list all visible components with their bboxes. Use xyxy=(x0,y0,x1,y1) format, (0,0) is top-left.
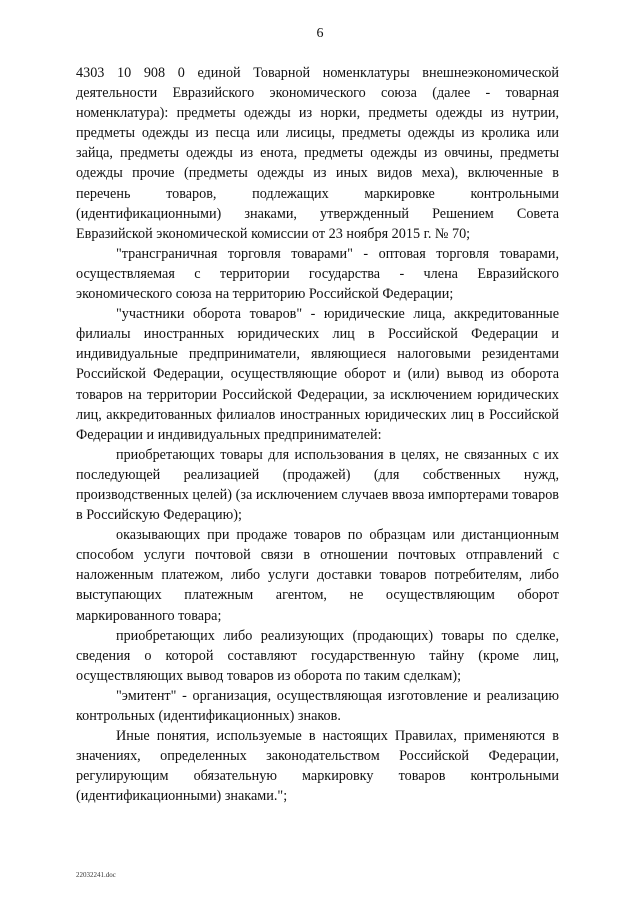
document-body xyxy=(76,63,559,806)
paragraph: 4303 10 908 0 единой Товарной номенклатуры внешнеэкономической деятельности Евразийского экономического союза (далее - товарная номенклатура): предметы одежды из норки, предметы одежды из нутрии, предметы одежды из песца или лисицы, предметы одежды из кролика или зайца, предметы одежды из енота, предметы одежды из овчины, предметы одежды прочие (предметы одежды из иных видов меха), включенные в перечень товаров, подлежащих маркировке контрольными (идентификационными) знаками, утвержденный Решением Совета Евразийской экономической комиссии от 23 ноября 2015 г. № 70; xyxy=(76,65,559,242)
paragraph: приобретающих товары для использования в целях, не связанных с их последующей реализацией (продажей) (для собственных нужд, производственных целей) (за исключением случаев ввоза импортерами товаров в Российскую Федерацию); xyxy=(76,446,559,524)
paragraph: Иные понятия, используемые в настоящих Правилах, применяются в значениях, определенных законодательством Российской Федерации, регулирующим обязательную маркировку товаров контрольными (идентификационными) знаками."; xyxy=(76,728,559,805)
paragraph: оказывающих при продаже товаров по образцам или дистанционным способом услуги почтовой связи в отношении почтовых отправлений с наложенным платежом, либо услуги доставки товаров потребителям, либо выступающих платежным агентом, не осуществляющим оборот маркированного товара; xyxy=(76,527,559,624)
paragraph: приобретающих либо реализующих (продающих) товары по сделке, сведения о которой составляют государственную тайну (кроме лиц, осуществляющих вывод товаров из оборота по таким сделкам); xyxy=(76,627,559,684)
page-number: 6 xyxy=(316,26,324,41)
paragraph: "эмитент" - организация, осуществляющая изготовление и реализацию контрольных (идентификационных) знаков. xyxy=(76,687,559,724)
paragraph: "участники оборота товаров" - юридические лица, аккредитованные филиалы иностранных юридических лиц в Российской Федерации и индивидуальные предприниматели, являющиеся налоговыми резидентами Российской Федерации, осуществляющие оборот и (или) вывод из оборота товаров на территории Российской Федерации, за исключением юридических лиц, аккредитованных филиалов иностранных юридических лиц в Российской Федерации и индивидуальных предпринимателей: xyxy=(76,306,559,443)
paragraph: "трансграничная торговля товарами" - оптовая торговля товарами, осуществляемая с территории государства - члена Евразийского экономического союза на территорию Российской Федерации; xyxy=(76,245,559,303)
footer-filename: 22032241.doc xyxy=(76,871,116,879)
